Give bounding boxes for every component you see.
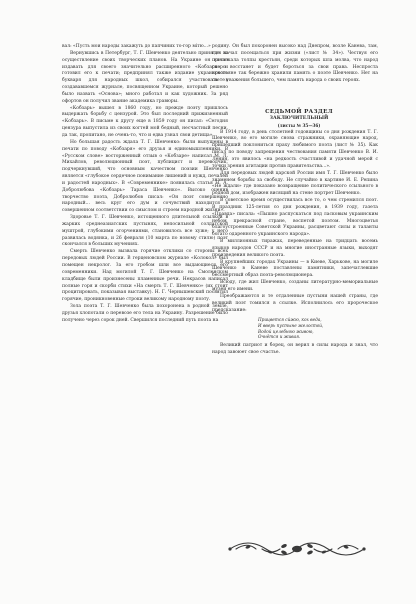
poem-quote [258, 317, 378, 339]
right-column [212, 44, 378, 356]
paragraph: Преображаются и те отдаленные пустыни нашей страны, где великий поэт томился в ссылке. Исполнилось его пророческое предсказание: [212, 293, 378, 313]
paragraph: В советское время осуществилась все то, о чем стремился поэт. В праздник 125-летия со дня рождения, в 1939 году, газета «Правда» писала: «Пышно распускаться под ласковым украинским небом прекрасной стране, воспетой поэтом. Многоцветья благоустроенные Советской Украины, расцветают силы и таланты богато одаренного украинского народа». [212, 198, 378, 238]
paragraph: Вернувшись в Петербург, Т. Г. Шевченко деятельно принялся за осуществление своих творческих планов. На Украине он начал издавать для своего значительно расширенного «Кобзаря» и готовил его к печати; предпринял также издание украинского букваря для народных школ, собирался участвовать в создававшемся журнале, посвященном Украине, который решено было назвать «Основа»; много работал и как художник. За ряд офортов он получил звание академика гравюры. [62, 50, 228, 104]
paragraph: Смерть Шевченко вызвала горячие отклики со стороны всех передовых людей России. В герценовском журнале «Колокол» был помещен некролог. За его гробом шли все выдающиеся его современники. Над могилой Т. Г. Шевченко на Смоленском кладбище были произнесены пламенные речи. Некрасов написал полные горя и скорби стихи «На смерть Т. Г. Шевченко» (их стоит процитировать, показывая выставку). Н. Г. Чернышевский посвятил горячие, проникновенные строки великому народному поэту. [62, 249, 228, 303]
section-subheading: ЗАКЛЮЧИТЕЛЬНЫЙ [269, 115, 329, 121]
paragraph: Зола поэта Т. Г. Шевченко была похоронена в родной земле, друзья хлопотали о перевозе его тела на Украину. Разрешение было получено через сорок дней. Свершился последний путь поэта на [62, 304, 228, 323]
poem-line: Прицвется сйжю, кох веда, [258, 317, 322, 323]
poem-line: И вверь пустыне желостой, [258, 322, 324, 328]
paragraph: Для передовых людей царской России имя Т. Г. Шевченко было знаменем борьбы за свободу. Не случайно в картине И. Е. Репина «Не ждали» где показано возвращение политического ссыльного в родной дом, изображен висящий на стене портрет Шевченко. [212, 170, 378, 197]
poem-line: Водой целебною живою, [258, 328, 314, 334]
paragraph: Здоровье Т. Г. Шевченко, истощенного длительной ссылкой в жарких среднеазиатских пустынях, непосильной солдатской муштрой, глубокими огорчениями, становилось все хуже; у него развилась водянка, и 26 февраля (10 марта по новому стилю) поэт скончался в больших мучениях. [62, 215, 228, 248]
section-sheet-reference: (листы № 35—36) [277, 122, 321, 128]
paragraph: В 1914 году, в день столетней годовщины со дня рождения Т. Г. Шевченко, во его могиле снова стражники, охраняющие народ, пришедший поклониться праху любимого поэта (лист № 35). Как писал по поводу запрещения чествования памяти Шевченко В. И. Ленин, это явилось «на редкость счастливой и удачной мерой с точки зрения агитации против правительства...». [212, 129, 378, 169]
section-heading: СЕДЬМОЙ РАЗДЕЛ [265, 109, 333, 116]
paragraph: Но большая радость ждала Т. Г. Шевченко: были выпущены в печати по поводу «Кобзаря» его друзья и единомышленники. В «Русском слове» восторженный отзыв о «Кобзаре» написал М. Л. Михайлов, революционный поэт, публицист и переводчик, подчеркнувший, что основным качеством поэзии Шевченко является «глубокое сердечное понимание лишений и нужд, печалей и радостей народных». В «Современнике» появилась статья Н. А. Добролюбова «Кобзарь» Тараса Шевченко». Высоко оценив творчество поэта, Добролюбов писал: «Он поэт совершенно народный... весь круг его дум и сочувствий находится в совершенном соответствии со смыслом и строем народной жизни». [62, 139, 228, 214]
left-column [62, 44, 228, 325]
paragraph: «Кобзарь» вышел в 1860 году, но прежде поэту пришлось выдержать борьбу с цензурой. Это был последний прижизненный «Кобзарь». В письме к другу еще в 1859 году он писал: «Сегодня цензура выпустила из своих когтей мой бедный, несчастный песни, да так, пропитано, не очень-то, что и едва узнал свои детища». [62, 105, 228, 138]
paragraph: вал: «Пусть мои народы закажуть до папчиних то-гор мітю...» [62, 44, 211, 49]
poem-line: Очнётся и живая. [258, 334, 301, 340]
paragraph: В миллионных тиражах, переведенные на тридцать восемь языков народов СССР и на многие иностранные языки, выходят произведения великого поэта. [212, 239, 378, 258]
paragraph: Всюду, где жил Шевченко, созданы литературно-мемориальные музеи его имени. [212, 280, 378, 292]
paragraph: родину. Он был похоронен высоко над Днепром, возле Канева, там, где начал посещаться при жизни («лист № 34»). Чествуя его прилежала толпы крестьян, среди которых шла молва, что народ скоро восстанет и будет бороться за свои права. Неспроста крестьяне так бережно хранили память о поэте Шевченко. Нет на свете уважения большего, чем память народа о своих героях. [212, 44, 378, 84]
paragraph: В крупнейших городах Украины — в Киеве, Харькове, на могиле Шевченко в Каневе поставлены памятники, запечатлевшие бессмертный образ поэта-революционера. [212, 259, 378, 279]
floral-ornament-icon [222, 538, 372, 560]
paragraph: Великий патриот и борец, он верил в силы народа и знал, что народ завоюет свое счастье. [212, 342, 378, 355]
